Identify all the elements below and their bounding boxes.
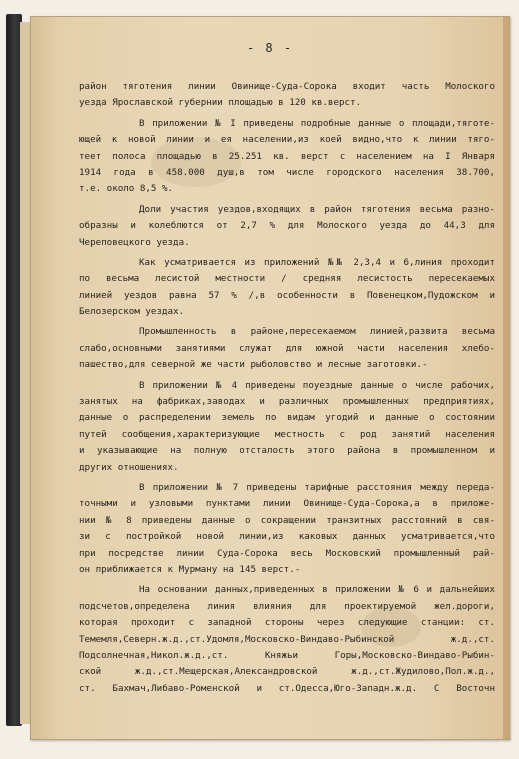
text-line: занятых на фабриках,заводах и различных промышленных предприятиях, <box>79 396 495 408</box>
text-line: ющей к новой линии и ея населении,из коей видно,что к линии тяго- <box>79 134 495 146</box>
text-line: Темемля,Северн.ж.д.,ст.Удомля,Московско-Виндаво-Рыбинской ж.д.,ст. <box>79 633 495 645</box>
text-line: путей сообщения,характеризующие местность с род занятий населения <box>79 428 495 440</box>
text-line: пашество,для северной же части рыболовство и лесные заготовки.- <box>79 359 428 371</box>
text-line: точными и узловыми пунктами линии Овинище-Суда-Сорока,а в приложе- <box>79 498 495 510</box>
document-page <box>30 16 510 740</box>
text-line: Белозерском уездах. <box>79 306 185 318</box>
text-line: Подсолнечная,Никол.ж.д.,ст. Княжьи Горы,Московско-Виндаво-Рыбин- <box>79 649 495 661</box>
paragraph-first-line: Доли участия уездов,входящих в район тяготения весьма разно- <box>139 203 495 215</box>
text-line: теет полоса площадью в 25.251 кв. верст с населением на I Января <box>79 150 495 162</box>
text-line: подсчетов,определена линия влияния для проектируемой жел.дороги, <box>79 600 495 612</box>
paragraph-first-line: В приложении № 7 приведены тарифные расстояния между переда- <box>139 481 495 493</box>
text-line: при посредстве линии Суда-Сорока весь Московский промышленный рай- <box>79 547 495 559</box>
body-text <box>79 79 495 697</box>
text-line: ской ж.д.,ст.Мещерская,Александровской ж.д.,ст.Жудилово,Пол.ж.д., <box>79 666 495 678</box>
text-line: 1914 года в 458.000 душ,в том числе городского населения 38.700, <box>79 166 495 178</box>
text-line: и указывающие на полную отсталость этого района в промышленном и <box>79 445 495 457</box>
text-line: которая проходит с западной стороны через следующие станции: ст. <box>79 617 495 629</box>
text-line: т.е. около 8,5 %. <box>79 183 174 195</box>
page-number: - 8 - <box>246 41 294 55</box>
text-line: Череповецкого уезда. <box>79 236 190 248</box>
text-line: данные о распределении земель по видам угодий и данные о состоянии <box>79 412 495 424</box>
text-line: район тяготения линии Овинище-Суда-Сорока входит часть Молоского <box>79 81 495 92</box>
paragraph-first-line: Промышленность в районе,пересекаемом линией,развита весьма <box>139 326 495 338</box>
text-line: зи с постройкой новой линии,из каковых данных усматривается,что <box>79 531 495 543</box>
text-line: других отношениях. <box>79 461 179 473</box>
text-line: образны и колеблются от 2,7 % для Молоского уезда до 44,3 для <box>79 220 495 232</box>
text-line: ст. Бахмач,Либаво-Роменской и ст.Одесса,Юго-Западн.ж.д. С Восточн <box>79 682 495 694</box>
paragraph-first-line: В приложении № I приведены подробные данные о площади,тяготе- <box>139 117 495 129</box>
text-line: слабо,основными занятиями служат для южной части населения хлебо- <box>79 342 495 354</box>
text-line: он приближается к Мурману на 145 верст.- <box>79 563 301 575</box>
text-line: по весьма лесистой местности / средняя лесистость пересекаемых <box>79 273 495 285</box>
text-line: линией уездов равна 57 % /,в особенности в Повенецком,Пудожском и <box>79 289 495 301</box>
page-edge <box>503 17 509 739</box>
text-line: уезда Ярославской губернии площадью в 120 кв.верст. <box>79 97 362 109</box>
paragraph-first-line: В приложении № 4 приведены поуездные данные о числе рабочих, <box>139 379 495 391</box>
text-line: нии № 8 приведены данные о сокращении транзитных расстояний в свя- <box>79 514 495 526</box>
paragraph-first-line: На основании данных,приведенных в приложении № 6 и дальнейших <box>139 584 495 596</box>
paragraph-first-line: Как усматривается из приложений №№ 2,3,4 и 6,линия проходит <box>139 256 495 268</box>
